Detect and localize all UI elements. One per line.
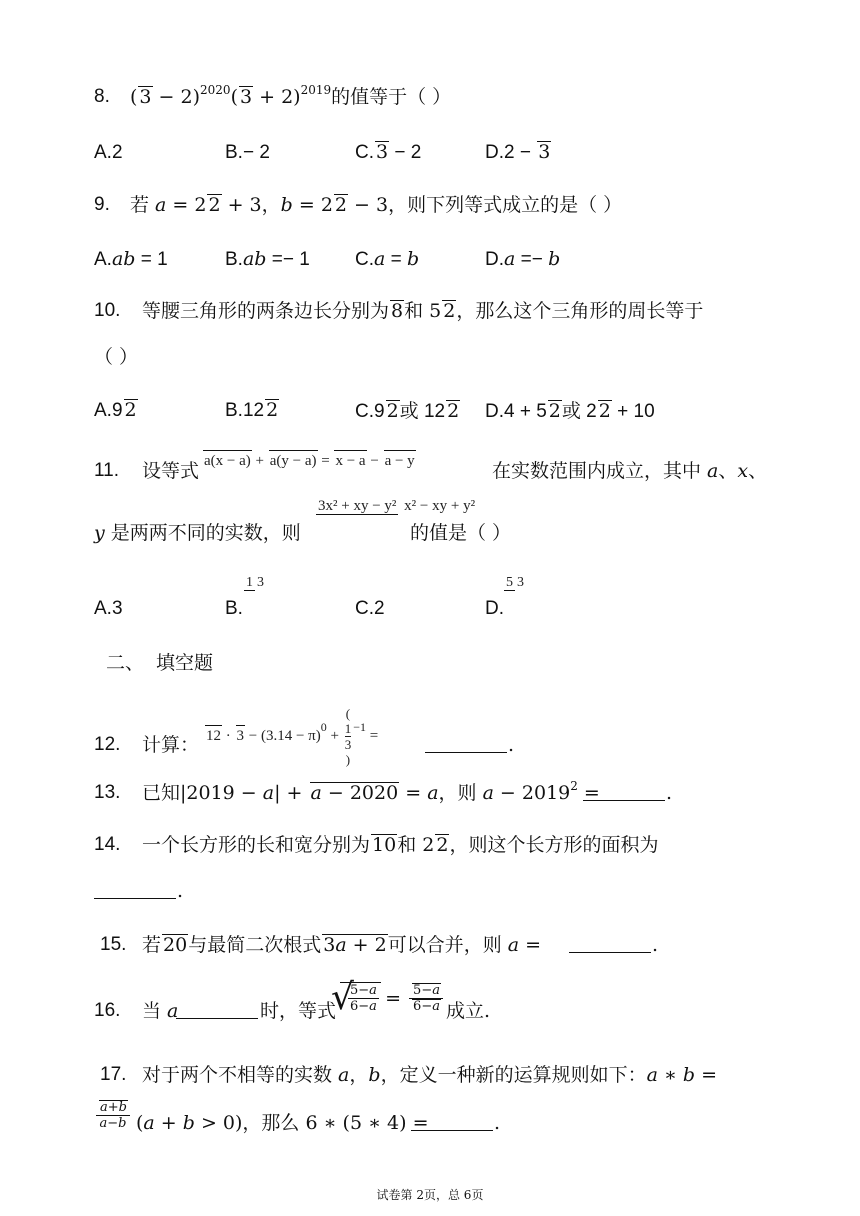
question-11-text-a: 设等式 (142, 460, 200, 482)
answer-blank[interactable] (425, 734, 507, 753)
question-10-paren: （ ） (94, 346, 139, 368)
question-number: 12. (94, 734, 121, 755)
option-c: C.2 (355, 598, 385, 619)
question-8-expression: ( 3 − 2)$^{2020}$( 3 + 2)$^{2019}$的值等于（ ） (130, 83, 452, 108)
question-11-text-c: y 是两两不同的实数，则 (94, 522, 301, 544)
question-10-text: 等腰三角形的两条边长分别为 8和 5 2，那么这个三角形的周长等于 (142, 300, 704, 322)
option-b: B.12 2 (225, 399, 279, 421)
question-13-text: 已知|2019 − a| + a − 2020 = a，则 $a - 2019^2$ = (142, 779, 600, 804)
question-number: 8. (94, 86, 110, 107)
question-11-text-b: 在实数范围内成立，其中 a、x、 (492, 460, 768, 482)
answer-blank[interactable] (569, 934, 651, 953)
question-number: 9. (94, 194, 110, 215)
option-b: B. (225, 598, 243, 619)
question-15-end: . (652, 934, 659, 956)
question-number: 14. (94, 834, 121, 855)
question-number: 15. (100, 934, 127, 955)
question-number: 13. (94, 782, 121, 803)
section-number: 二、 (106, 652, 145, 674)
option-c: C.a = b (355, 248, 420, 270)
answer-blank[interactable] (94, 880, 176, 899)
question-13-end: . (666, 782, 673, 804)
question-number: 17. (100, 1064, 127, 1085)
option-b: B.− 2 (225, 142, 270, 163)
question-11-text-d: 的值是（ ） (410, 522, 512, 544)
answer-blank[interactable] (583, 782, 665, 801)
question-number: 16. (94, 1000, 121, 1021)
option-c: C.9 2或 12 2 (355, 400, 460, 422)
answer-blank[interactable] (176, 1000, 258, 1019)
question-11-formula: a(x − a) + a(y − a) = x − a − a − y (202, 448, 416, 474)
question-9-text: 若 a = 2 2 + 3，b = 2 2 − 3，则下列等式成立的是（ ） (130, 194, 623, 216)
page-footer: 试卷第 2页，总 6页 (376, 1188, 484, 1202)
option-d: D. (485, 598, 504, 619)
question-15-text: 若 20与最简二次根式 3a + 2可以合并，则 a = (142, 934, 542, 956)
question-16-text-b: 时，等式 (260, 1000, 337, 1022)
question-12-text: 计算： (142, 734, 200, 756)
question-number: 10. (94, 300, 121, 321)
question-number: 11. (94, 460, 120, 481)
option-a: A.ab = 1 (94, 248, 168, 270)
question-12-formula: $12 \cdot 3 - (3.14 - \pi)^0$ + ( 1 3 )$^{-1}$ = (206, 706, 379, 767)
question-16-formula: √ $\frac{5-a}{6-a}$ = $\frac{5-a}{6-a}$ (340, 982, 445, 1014)
section-title: 填空题 (156, 652, 214, 674)
option-d: D.2 − 3 (485, 141, 551, 163)
question-16-text-c: 成立. (446, 1000, 491, 1022)
question-17-text-2: (a + b > 0)，那么 6 ∗ (5 ∗ 4) = (136, 1112, 429, 1134)
question-17-fraction: $\frac{a+b}{a-b}$ (96, 1100, 130, 1131)
option-b: B.ab =− 1 (225, 248, 310, 270)
question-14-text: 一个长方形的长和宽分别为 10和 2 2，则这个长方形的面积为 (142, 834, 659, 856)
option-a: A.3 (94, 598, 123, 619)
question-16-text-a: 当 a (142, 1000, 179, 1022)
option-c: C. 3 − 2 (355, 141, 422, 163)
answer-blank[interactable] (411, 1112, 493, 1131)
question-17-text: 对于两个不相等的实数 a，b，定义一种新的运算规则如下：a ∗ b = (142, 1064, 718, 1086)
question-17-end: . (494, 1112, 501, 1134)
question-11-fraction: 3x² + xy − y² x² − xy + y² (318, 498, 476, 514)
option-d: D.a =− b (485, 248, 561, 270)
option-a: A.9 2 (94, 399, 137, 421)
option-a: A.2 (94, 142, 123, 163)
option-d-fraction: 5 3 (506, 575, 524, 590)
question-12-end: . (508, 734, 515, 756)
question-8-text: 的值等于（ ） (331, 86, 452, 108)
option-b-fraction: 1 3 (246, 575, 264, 590)
question-14-end: . (177, 880, 184, 902)
option-d: D.4 + 5 2或 2 2 + 10 (485, 400, 655, 422)
